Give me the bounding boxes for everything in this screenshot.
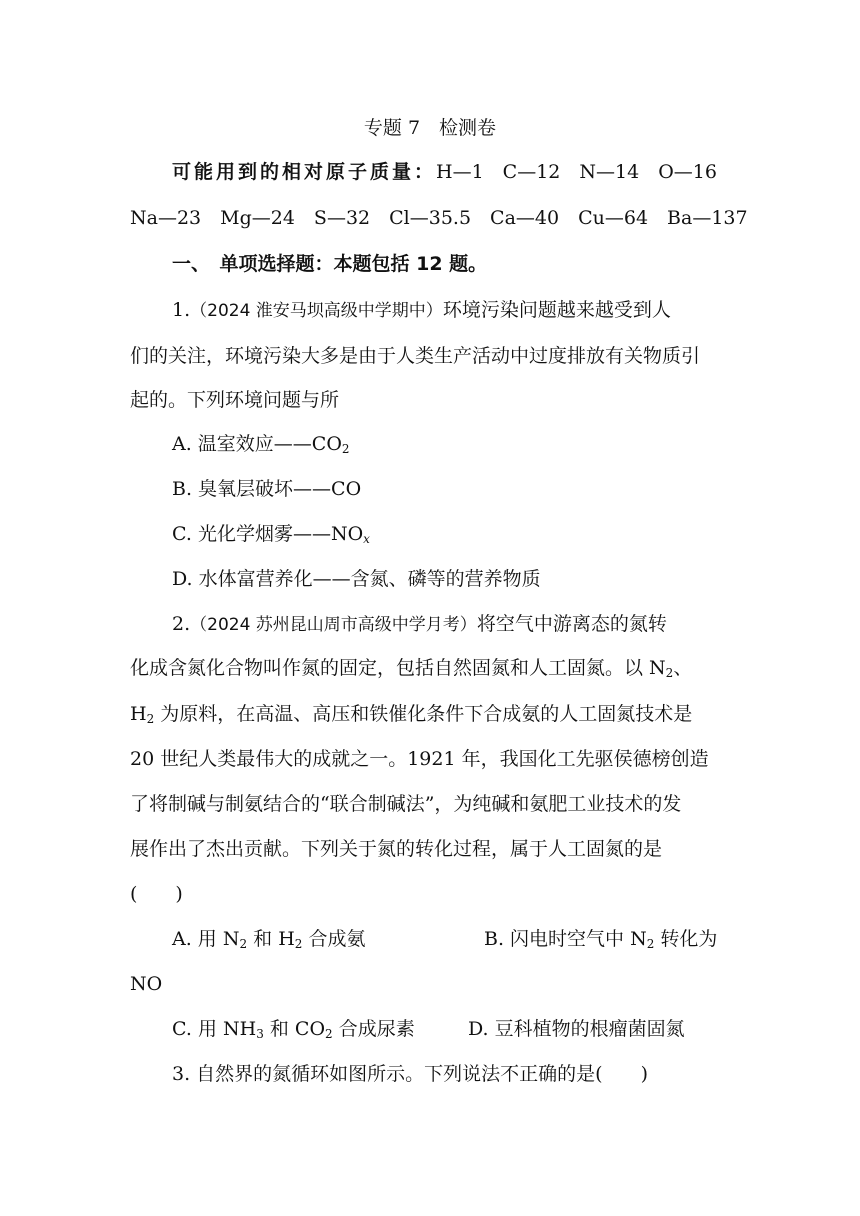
- option-d: D. 水体富营养化——含氮、磷等的营养物质: [172, 568, 541, 590]
- question-2-line-1: [172, 612, 667, 637]
- question-2-line-3: $H_2$ 为原料，在高温、高压和铁催化条件下合成氨的人工固氮技术是: [130, 703, 693, 726]
- question-source: （2024 淮安马坝高级中学期中）: [190, 301, 443, 321]
- atomic-mass-line-1: [172, 160, 717, 184]
- question-number: 2.: [172, 613, 191, 635]
- question-2-line-6: 展作出了杰出贡献。下列关于氮的转化过程，属于人工固氮的是: [130, 838, 663, 860]
- question-3: 3. 自然界的氮循环如图所示。下列说法不正确的是( ): [172, 1063, 648, 1085]
- option-b: B. 闪电时空气中 $N_2$ 转化为: [484, 928, 718, 951]
- question-1-line-1: [172, 298, 671, 323]
- section-heading: 一、 单项选择题：本题包括 12 题。: [172, 253, 488, 275]
- page-title: 专题 7 检测卷: [363, 117, 497, 139]
- question-2-line-5: 了将制碱与制氨结合的“联合制碱法”，为纯碱和氨肥工业技术的发: [130, 793, 682, 815]
- question-2-line-2: 化成含氮化合物叫作氮的固定，包括自然固氮和人工固氮。以 $N_2$、: [130, 657, 693, 680]
- option-a: A. 温室效应$——CO_2$: [172, 433, 350, 456]
- atomic-mass-values-1: H—1 C—12 N—14 O—16: [436, 161, 717, 183]
- atomic-mass-label: 可能用到的相对原子质量：: [172, 161, 437, 183]
- question-text: 将空气中游离态的氮转: [476, 613, 667, 635]
- option-a: A. 用 $N_2$ 和 $H_2$ 合成氨: [172, 928, 366, 951]
- question-source: （2024 苏州昆山周市高级中学月考）: [190, 615, 477, 635]
- question-1-line-3: 起的。下列环境问题与所: [130, 389, 340, 411]
- option-d: D. 豆科植物的根瘤菌固氮: [468, 1018, 685, 1040]
- question-1-line-2: 们的关注，环境污染大多是由于人类生产活动中过度排放有关物质引: [130, 345, 701, 367]
- option-c: C. 用 $NH_3$ 和 $CO_2$ 合成尿素: [172, 1018, 415, 1041]
- answer-paren: ( ): [130, 883, 183, 905]
- option-b-continued: NO: [130, 973, 163, 995]
- question-2-line-4: 20 世纪人类最伟大的成就之一。1921 年，我国化工先驱侯德榜创造: [130, 748, 709, 770]
- atomic-mass-values-2: Na—23 Mg—24 S—32 Cl—35.5 Ca—40 Cu—64 Ba—137: [130, 207, 748, 229]
- option-c: C. 光化学烟雾$——NO_x$: [172, 523, 370, 546]
- option-b: B. 臭氧层破坏——CO: [172, 478, 362, 500]
- question-number: 1.: [172, 299, 191, 321]
- question-text: 环境污染问题越来越受到人: [442, 299, 671, 321]
